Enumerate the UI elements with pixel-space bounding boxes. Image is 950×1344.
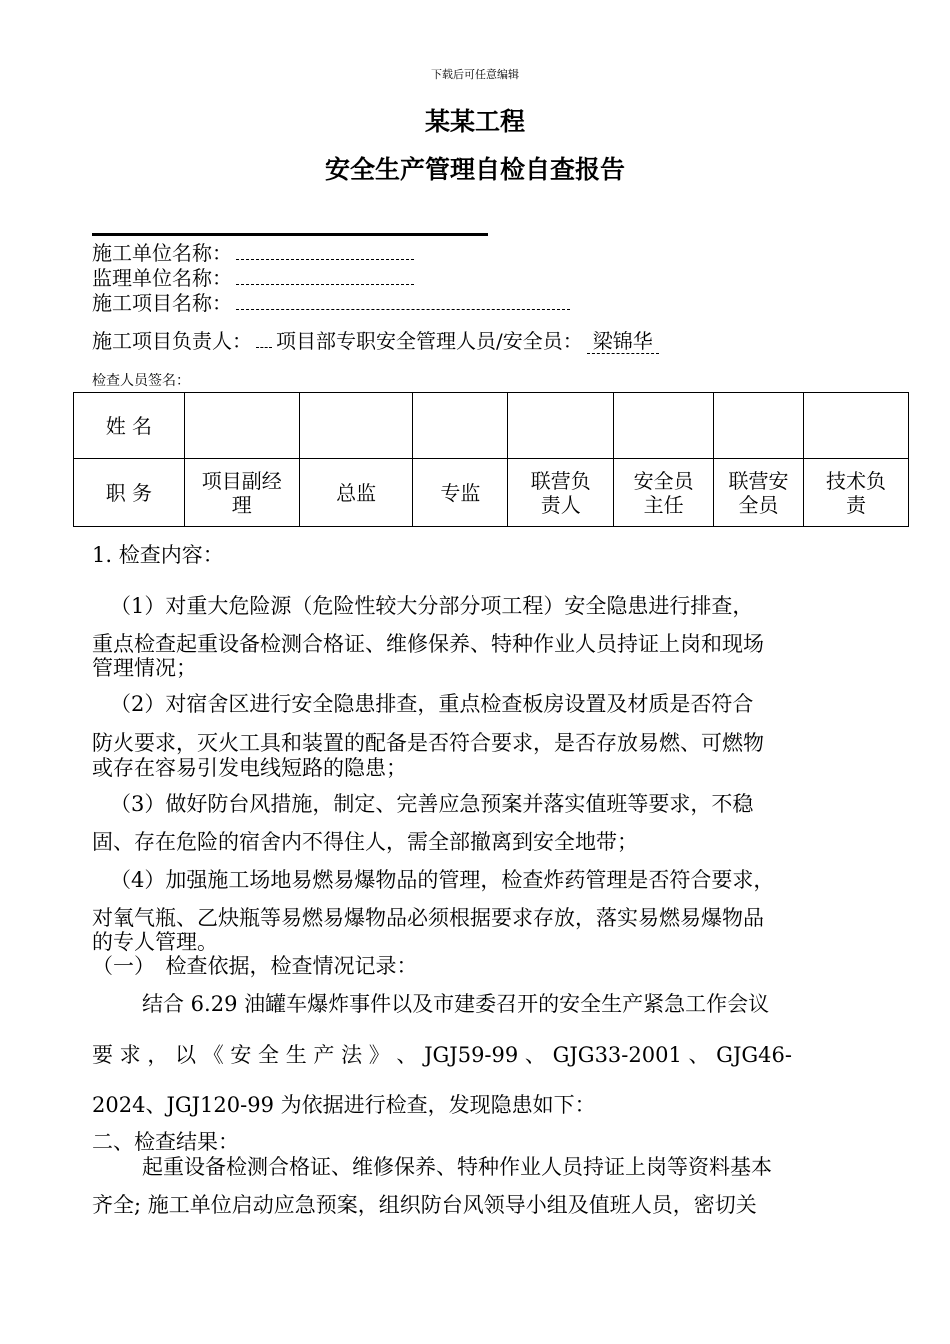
project-name-field (92, 291, 570, 315)
results-line-2: 齐全; 施工单位启动应急预案，组织防台风领导小组及值班人员，密切关 (92, 1193, 757, 1217)
basis-line-2: 要 求 ， 以 《 安 全 生 产 法 》 、 JGJ59-99 、 GJG33-2001 、 GJG46- (92, 1043, 792, 1067)
item-4-line-2: 对氧气瓶、乙炔瓶等易燃易爆物品必须根据要求存放，落实易燃易爆物品 (92, 906, 764, 930)
item-2-line-2: 防火要求，灭火工具和装置的配备是否符合要求，是否存放易燃、可燃物 (92, 731, 764, 755)
supervision-unit-label: 监理单位名称： (92, 266, 232, 290)
position-safety-director: 安全员主任 (633, 468, 694, 517)
item-2-line-1: （2）对宿舍区进行安全隐患排查，重点检查板房设置及材质是否符合 (110, 692, 754, 716)
name-cell[interactable] (184, 393, 299, 459)
position-cell (299, 459, 413, 527)
item-1-line-1: （1）对重大危险源（危险性较大分部分项工程）安全隐患进行排查， (110, 594, 754, 618)
document-title-project: 某某工程 (424, 107, 525, 136)
project-leader-blank (256, 333, 272, 348)
section-basis-title: （一） 检查依据，检查情况记录： (92, 954, 418, 978)
item-3-line-2: 固、存在危险的宿舍内不得住人，需全部撤离到安全地带； (92, 830, 638, 854)
name-header: 姓 名 (74, 393, 185, 459)
name-row (74, 393, 909, 459)
name-cell[interactable] (804, 393, 909, 459)
position-joint-venture-leader: 联营负责人 (530, 468, 591, 517)
construction-unit-field (92, 241, 414, 265)
supervision-unit-field (92, 266, 414, 290)
safety-officer-name: 梁锦华 (587, 329, 659, 354)
name-cell[interactable] (508, 393, 614, 459)
position-cell (508, 459, 614, 527)
item-4-line-3: 的专人管理。 (92, 930, 218, 954)
inspector-table (73, 392, 909, 527)
position-supervisor: 专监 (440, 480, 481, 505)
title-underline (92, 233, 488, 236)
results-line-1: 起重设备检测合格证、维修保养、特种作业人员持证上岗等资料基本 (142, 1155, 772, 1179)
position-joint-venture-safety-officer: 联营安全员 (728, 468, 789, 517)
name-cell[interactable] (413, 393, 508, 459)
supervision-unit-blank (236, 270, 414, 285)
position-cell (184, 459, 299, 527)
safety-officer-label: 项目部专职安全管理人员/安全员： (276, 329, 583, 353)
position-cell (614, 459, 714, 527)
name-cell[interactable] (299, 393, 413, 459)
position-header: 职 务 (74, 459, 185, 527)
item-1-line-3: 管理情况； (92, 656, 197, 680)
position-cell (714, 459, 804, 527)
basis-line-3: 2024、JGJ120-99 为依据进行检查，发现隐患如下： (92, 1093, 596, 1117)
item-3-line-1: （3）做好防台风措施，制定、完善应急预案并落实值班等要求，不稳 (110, 792, 754, 816)
position-row (74, 459, 909, 527)
position-deputy-manager: 项目副经理 (201, 468, 282, 517)
name-cell[interactable] (614, 393, 714, 459)
section-results-title: 二、检查结果： (92, 1130, 239, 1154)
position-technical-leader: 技术负责 (826, 468, 887, 517)
position-chief-supervisor: 总监 (336, 480, 377, 505)
project-leader-field (92, 329, 659, 353)
construction-unit-label: 施工单位名称： (92, 241, 232, 265)
position-cell (413, 459, 508, 527)
item-1-line-2: 重点检查起重设备检测合格证、维修保养、特种作业人员持证上岗和现场 (92, 632, 764, 656)
item-2-line-3: 或存在容易引发电线短路的隐患； (92, 756, 407, 780)
project-name-blank (236, 295, 570, 310)
basis-line-1: 结合 6.29 油罐车爆炸事件以及市建委召开的安全生产紧急工作会议 (142, 992, 770, 1016)
project-leader-label: 施工项目负责人： (92, 329, 252, 353)
construction-unit-blank (236, 245, 414, 260)
document-title-report: 安全生产管理自检自查报告 (324, 155, 625, 184)
item-4-line-1: （4）加强施工场地易燃易爆物品的管理，检查炸药管理是否符合要求， (110, 868, 775, 892)
name-cell[interactable] (714, 393, 804, 459)
section-inspection-content-title: 1. 检查内容： (92, 543, 224, 567)
header-note: 下载后可任意编辑 (431, 68, 519, 81)
project-name-label: 施工项目名称： (92, 291, 232, 315)
position-cell (804, 459, 909, 527)
signature-label: 检查人员签名： (92, 373, 190, 389)
